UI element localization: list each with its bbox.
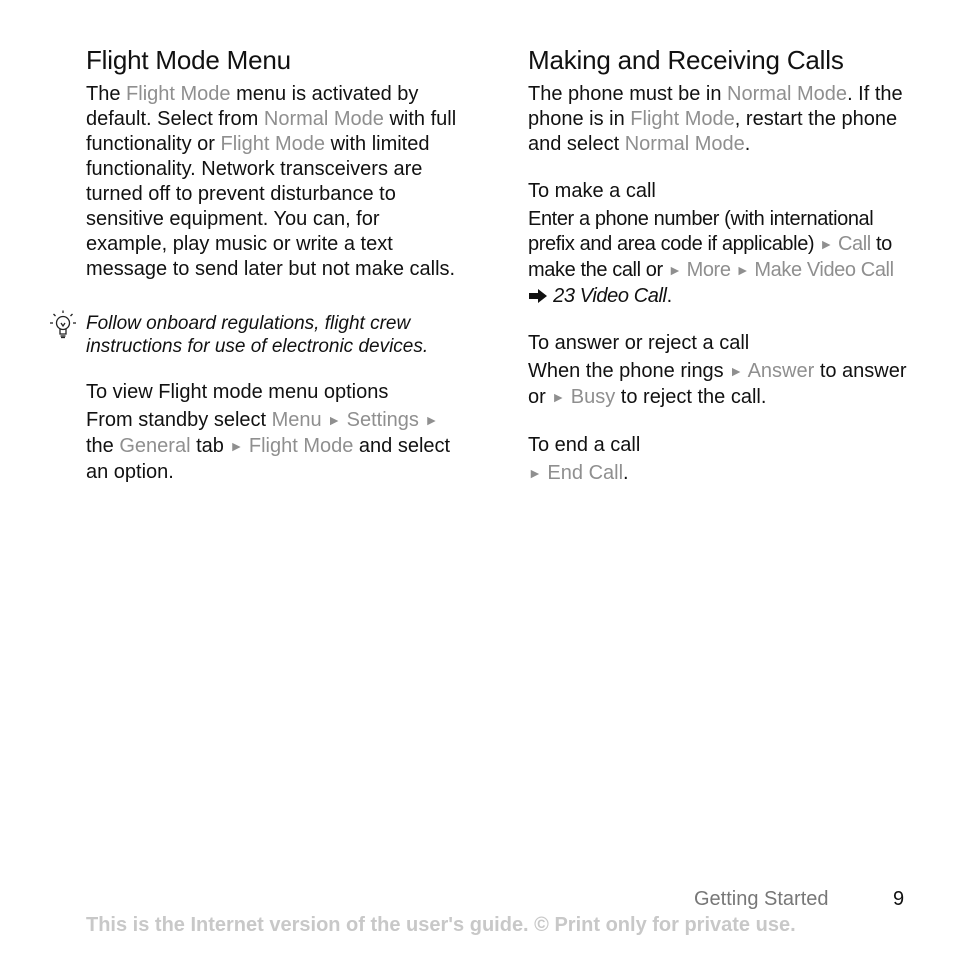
flight-mode-intro: [86, 82, 466, 282]
ui-term-normal-mode: Normal Mode: [624, 133, 745, 155]
make-call-step: [528, 179, 908, 309]
answer-call-step: [528, 331, 908, 411]
ui-term-flight-mode: Flight Mode: [220, 133, 326, 155]
text: tab: [190, 435, 230, 457]
text: The: [86, 83, 127, 105]
text: with limited functionality. Network transceivers are turned off to prevent disturbance to sensitive equipment. You can, for example, play music or write a text message to send later but not make calls.: [86, 133, 456, 280]
text: , restart the phone and select: [528, 108, 898, 155]
ui-term-make-video-call: Make Video Call: [754, 259, 894, 281]
text: Enter a phone number (with international prefix and area code if applicable): [528, 208, 874, 255]
menu-arrow-icon: ►: [327, 412, 342, 428]
ui-term-general: General: [119, 435, 191, 457]
flight-mode-options-step: [86, 380, 466, 485]
page-reference-video-call: 23 Video Call: [553, 285, 667, 307]
lightbulb-tip-icon: [48, 310, 78, 340]
ui-term-flight-mode: Flight Mode: [630, 108, 735, 130]
ui-term-settings: Settings: [346, 409, 419, 431]
menu-arrow-icon: ►: [551, 389, 566, 405]
ui-term-busy: Busy: [570, 386, 616, 408]
ui-term-end-call: End Call: [547, 462, 624, 484]
text: .: [744, 133, 751, 155]
right-column: [528, 40, 908, 487]
ui-term-menu: Menu: [271, 409, 322, 431]
ui-term-more: More: [686, 259, 731, 281]
subheading-end-call: To end a call: [528, 434, 641, 456]
make-call-instructions: [528, 207, 908, 309]
tip-text: Follow onboard regulations, flight crew instructions for use of electronic devices.: [86, 313, 429, 357]
text: to reject the call.: [615, 386, 767, 408]
subheading-make-call: To make a call: [528, 180, 656, 202]
text: with full functionality or: [86, 108, 457, 155]
text: and select an option.: [86, 435, 451, 483]
page-reference-arrow-icon: [528, 288, 548, 304]
menu-arrow-icon: ►: [229, 438, 244, 454]
end-call-step: [528, 433, 908, 487]
footer-section-title: Getting Started: [694, 888, 829, 910]
end-call-instructions: [528, 461, 908, 487]
text: When the phone rings: [528, 360, 730, 382]
calls-intro: [528, 82, 908, 157]
text: to answer or: [528, 360, 907, 408]
text: the: [86, 435, 120, 457]
ui-term-call: Call: [837, 233, 871, 255]
text: .: [623, 462, 629, 484]
text: to make the call or: [528, 233, 892, 281]
ui-term-answer: Answer: [747, 360, 815, 382]
ui-term-normal-mode: Normal Mode: [727, 83, 848, 105]
menu-arrow-icon: ►: [528, 465, 542, 481]
ui-term-normal-mode: Normal Mode: [263, 108, 384, 130]
subheading-flight-mode-options: To view Flight mode menu options: [86, 381, 389, 403]
left-column: [86, 40, 466, 485]
flight-mode-options-instructions: [86, 408, 466, 485]
text: .: [666, 285, 672, 307]
section-heading-flight-mode: Flight Mode Menu: [86, 45, 291, 75]
internet-version-notice: This is the Internet version of the user's guide. © Print only for private use.: [86, 914, 796, 936]
page-number: 9: [893, 888, 905, 910]
subheading-answer-call: To answer or reject a call: [528, 332, 750, 354]
answer-call-instructions: [528, 359, 908, 411]
ui-term-flight-mode: Flight Mode: [126, 83, 231, 105]
menu-arrow-icon: ►: [424, 412, 439, 428]
menu-arrow-icon: ►: [729, 363, 744, 379]
section-heading-calls: Making and Receiving Calls: [528, 45, 844, 75]
tip-note: [86, 312, 466, 358]
menu-arrow-icon: ►: [667, 262, 682, 278]
menu-arrow-icon: ►: [735, 262, 750, 278]
text: menu is activated by default. Select from: [86, 83, 419, 130]
text: . If the phone is in: [528, 83, 903, 130]
text: From standby select: [86, 409, 272, 431]
text: The phone must be in: [528, 83, 728, 105]
menu-arrow-icon: ►: [819, 236, 833, 252]
ui-term-flight-mode: Flight Mode: [248, 435, 354, 457]
